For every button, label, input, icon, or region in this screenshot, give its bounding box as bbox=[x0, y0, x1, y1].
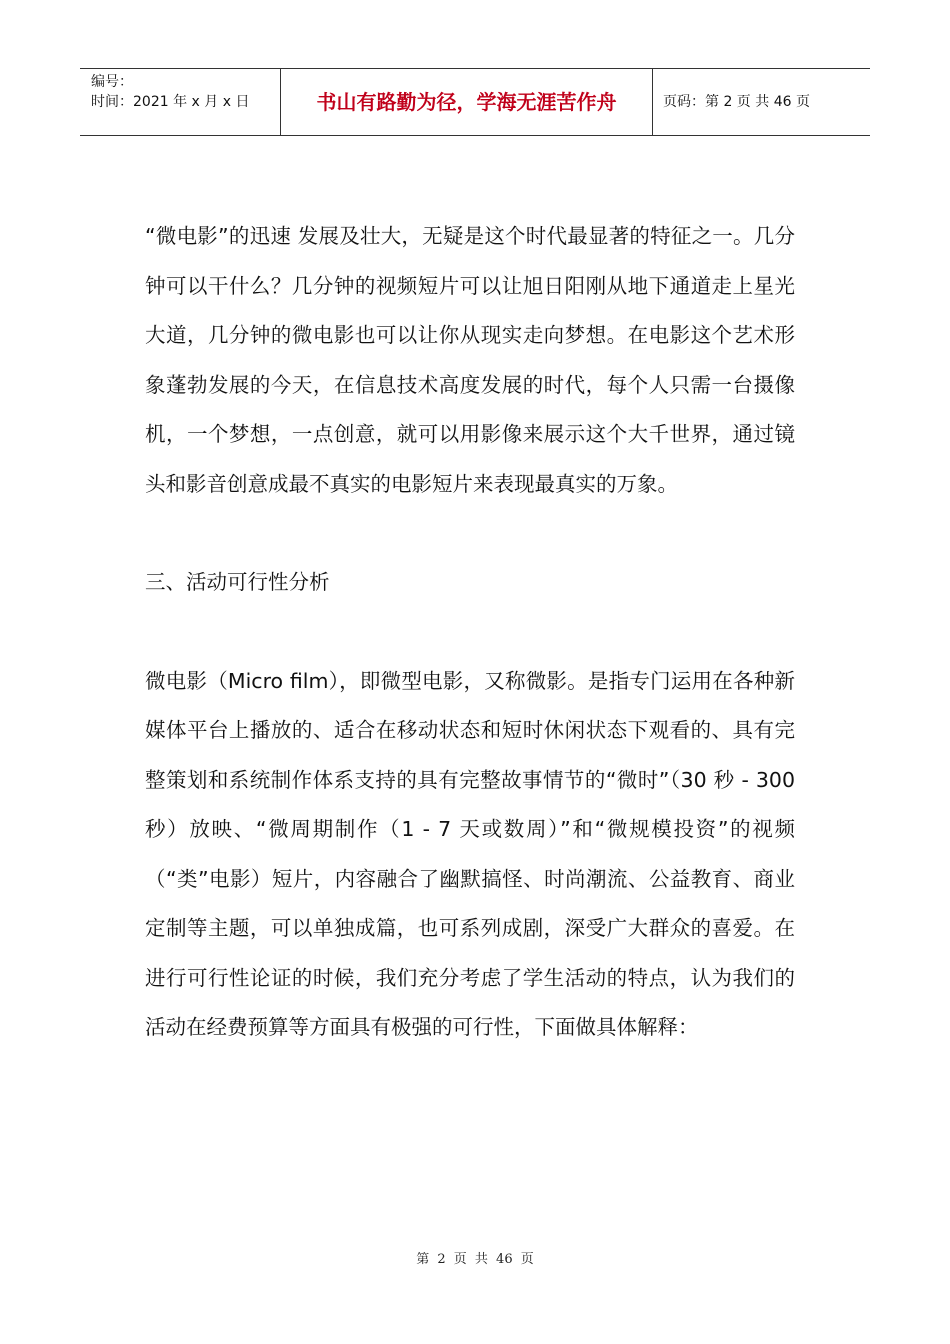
document-date-label: 时间：2021 年 x 月 x 日 bbox=[91, 94, 250, 110]
document-number-label: 编号： bbox=[91, 74, 133, 90]
body-paragraph-1: “微电影”的迅速 发展及壮大，无疑是这个时代最显著的特征之一。几分钟可以干什么？几分钟的视频短片可以让旭日阳刚从地下通道走上星光大道，几分钟的微电影也可以让你从现实走向梦想。在电影这个艺术形象蓬勃发展的今天，在信息技术高度发展的时代，每个人只需一台摄像机，一个梦想，一点创意，就可以用影像来展示这个大千世界，通过镜头和影音创意成最不真实的电影短片来表现最真实的万象。 bbox=[145, 224, 795, 496]
document-body bbox=[145, 212, 795, 1053]
page-header bbox=[80, 68, 870, 136]
spacer bbox=[145, 608, 795, 657]
header-meta bbox=[80, 69, 281, 135]
page-footer: 第 2 页 共 46 页 bbox=[416, 1252, 534, 1267]
section-heading: 三、活动可行性分析 bbox=[145, 570, 330, 594]
header-motto: 书山有路勤为径，学海无涯苦作舟 bbox=[281, 69, 653, 135]
body-paragraph-2: 微电影（Micro film），即微型电影，又称微影。是指专门运用在各种新媒体平台上播放的、适合在移动状态和短时休闲状态下观看的、具有完整策划和系统制作体系支持的具有完整故事情节的“微时”（30 秒 - 300 秒）放映、“微周期制作（1 - 7 天或数周）”和“微规模投资”的视频（“类”电影）短片，内容融合了幽默搞怪、时尚潮流、公益教育、商业定制等主题，可以单独成篇，也可系列成剧，深受广大群众的喜爱。在进行可行性论证的时候，我们充分考虑了学生活动的特点，认为我们的活动在经费预算等方面具有极强的可行性，下面做具体解释： bbox=[145, 668, 795, 1039]
header-page-info: 页码：第 2 页 共 46 页 bbox=[663, 94, 810, 110]
spacer bbox=[145, 509, 795, 558]
